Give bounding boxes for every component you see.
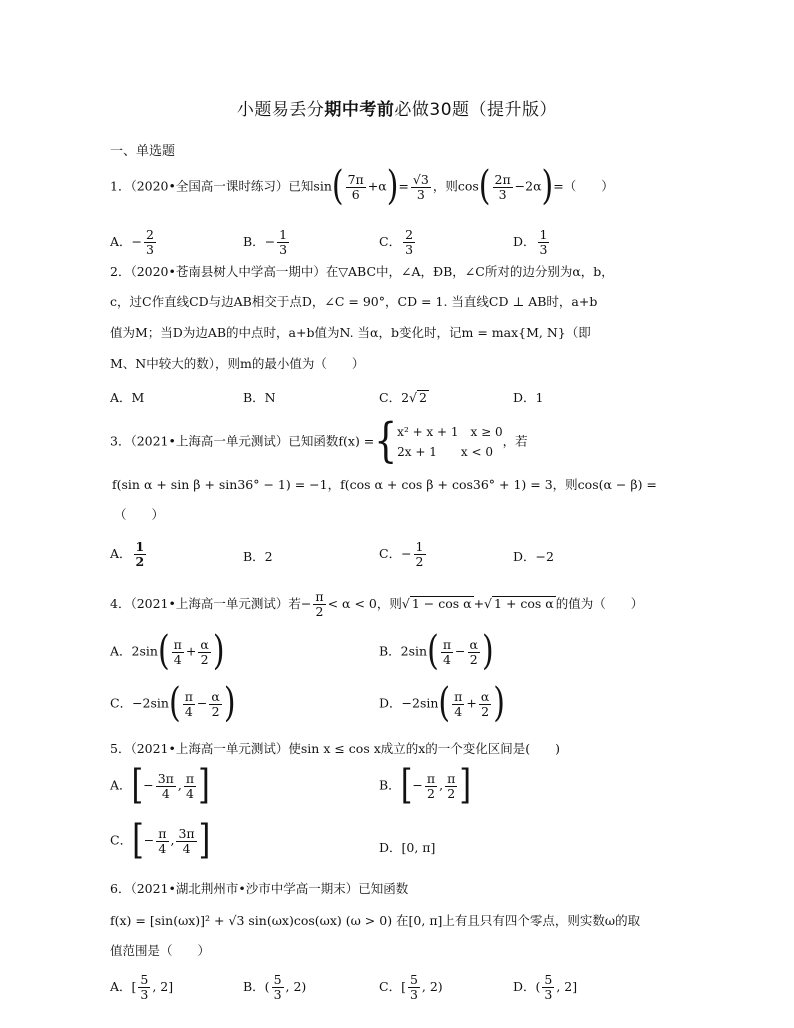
q6-option-a[interactable]: A．[ $\frac{5}{3}$ , 2] xyxy=(110,972,174,1002)
q2-option-c[interactable]: C．2√ 2 xyxy=(379,390,427,405)
q3-option-b[interactable]: B．2 xyxy=(243,549,273,564)
question-3-line-2: f(sin α + sin β + sin36° − 1) = −1，f(cos α + cos β + cos36° + 1) = 3，则cos(α − β) = xyxy=(112,477,657,492)
q2-option-b[interactable]: B．N xyxy=(243,390,276,405)
q4-option-a[interactable]: A．2sin( $\frac{\pi}{4}$ + $\frac{\alpha}{2}$ ) xyxy=(110,627,225,675)
page-title: 小题易丢分期中考前必做30题（提升版） xyxy=(236,100,558,120)
question-5: 5．（2021•上海高一单元测试）使sin x ≤ cos x成立的x的一个变化区间是( ) xyxy=(110,741,561,756)
question-2-line-4: M、N中较大的数），则m的最小值为（ ） xyxy=(110,356,365,371)
question-3-line-3: （ ） xyxy=(114,507,165,522)
question-3-line-1: 3．（2021•上海高一单元测试）已知函数f(x) ={x² + x + 1 x ≥ 0 2x + 1 x < 0，若 xyxy=(110,414,528,468)
q3-option-c[interactable]: C．− $\frac{1}{2}$ xyxy=(379,539,424,569)
q4-option-d[interactable]: D．−2sin( $\frac{\pi}{4}$ + $\frac{\alpha}{2}$ ) xyxy=(379,679,506,727)
q5-option-a[interactable]: A．[− $\frac{3\pi}{4}$ , $\frac{\pi}{4}$ ] xyxy=(110,761,210,809)
question-4: 4．（2021•上海高一单元测试）若− $\frac{\pi}{2}$ < α < 0，则√ 1 − cos α +√ 1 + cos α 的值为（ ） xyxy=(110,589,644,619)
q5-option-d[interactable]: D．[0, π] xyxy=(379,840,436,855)
question-2-line-2: c，过C作直线CD与边AB相交于点D，∠C = 90°，CD = 1. 当直线CD ⊥ AB时，a+b xyxy=(110,294,598,309)
q1-option-c[interactable]: C． $\frac{2}{3}$ xyxy=(379,227,414,257)
q2-option-a[interactable]: A．M xyxy=(110,390,145,405)
q1-option-d[interactable]: D． $\frac{1}{3}$ xyxy=(513,227,548,257)
question-6-line-1: 6．（2021•湖北荆州市•沙市中学高一期末）已知函数 xyxy=(110,881,409,896)
question-2-line-3: 值为M；当D为边AB的中点时，a+b值为N. 当α，b变化时，记m = max{M, N}（即 xyxy=(110,325,591,340)
q5-option-b[interactable]: B．[− $\frac{\pi}{2}$ , $\frac{\pi}{2}$ ] xyxy=(379,761,472,809)
q6-option-d[interactable]: D．( $\frac{5}{3}$ , 2] xyxy=(513,972,578,1002)
q1-option-b[interactable]: B．− $\frac{1}{3}$ xyxy=(243,227,288,257)
q4-option-c[interactable]: C．−2sin( $\frac{\pi}{4}$ − $\frac{\alpha}{2}$ ) xyxy=(110,679,236,727)
q1-option-a[interactable]: A．− $\frac{2}{3}$ xyxy=(110,227,154,257)
question-6-line-3: 值范围是（ ） xyxy=(110,943,211,958)
q2-option-d[interactable]: D．1 xyxy=(513,390,544,405)
question-1: 1．（2020•全国高一课时练习）已知sin( $\frac{7\pi}{6}$ +α)= $\frac{√3}{3}$ ，则cos( $\frac{2\pi}{3}$ −2α)=（ ） xyxy=(110,162,614,210)
question-2-line-1: 2．（2020•苍南县树人中学高一期中）在▽ABC中，∠A，ÐB，∠C所对的边分别为α，b， xyxy=(110,264,614,279)
q5-option-c[interactable]: C．[− $\frac{\pi}{4}$ , $\frac{3\pi}{4}$ ] xyxy=(110,816,211,864)
q3-option-d[interactable]: D．−2 xyxy=(513,549,554,564)
q6-option-b[interactable]: B．( $\frac{5}{3}$ , 2) xyxy=(243,972,307,1002)
section-heading: 一、单选题 xyxy=(110,144,176,159)
q3-option-a[interactable]: A． $\frac{1}{2}$ xyxy=(110,539,145,569)
q4-option-b[interactable]: B．2sin( $\frac{\pi}{4}$ − $\frac{\alpha}{2}$ ) xyxy=(379,627,494,675)
q6-option-c[interactable]: C．[ $\frac{5}{3}$ , 2) xyxy=(379,972,443,1002)
question-6-line-2: f(x) = [sin(ωx)]² + √3 sin(ωx)cos(ωx) (ω > 0) 在[0, π]上有且只有四个零点，则实数ω的取 xyxy=(110,913,641,928)
